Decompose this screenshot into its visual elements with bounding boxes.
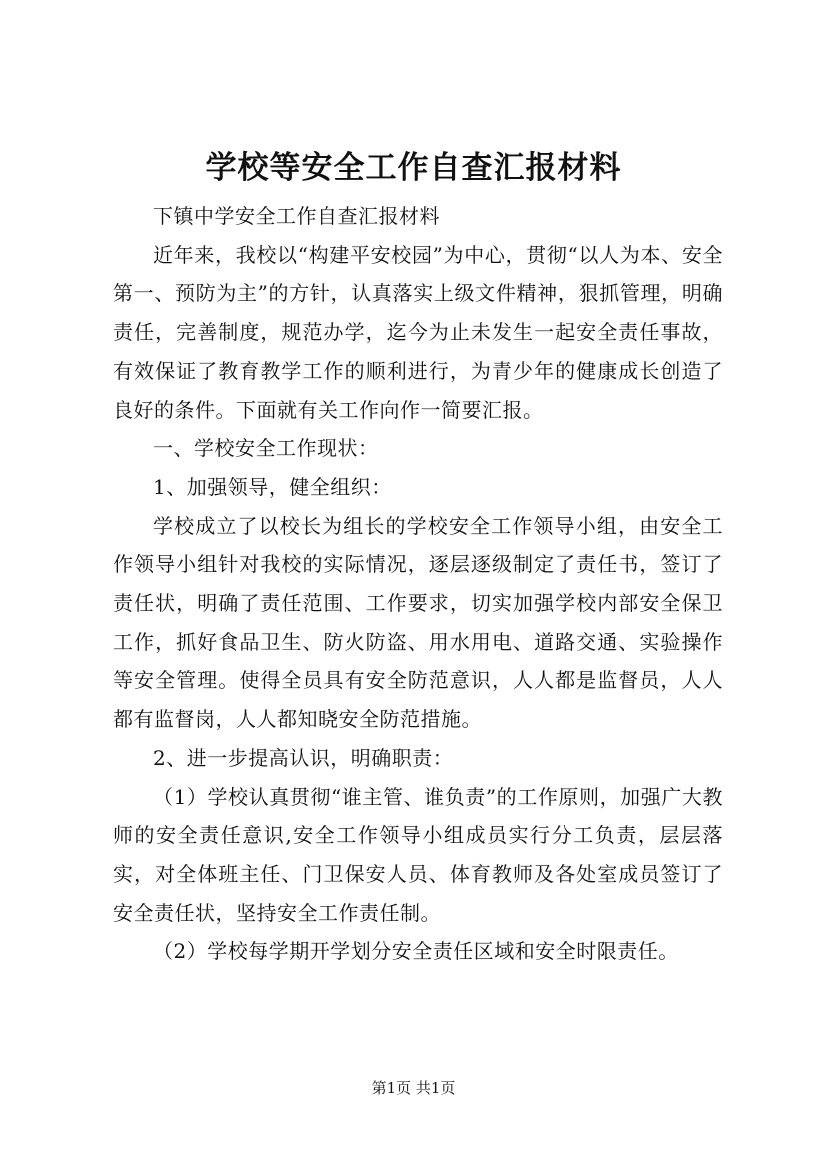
responsibility-paragraph-1: （1）学校认真贯彻“谁主管、谁负责”的工作原则，加强广大教师的安全责任意识,安全工作领导小组成员实行分工负责，层层落实，对全体班主任、门卫保安人员、体育教师及各处室成员签订了安全责任状，坚持安全工作责任制。 — [113, 784, 723, 925]
page-footer: 第1页 共1页 — [371, 1079, 456, 1097]
subsection-heading-2: 2、进一步提高认识，明确职责： — [153, 745, 454, 770]
subsection-heading-1: 1、加强领导，健全组织： — [153, 474, 392, 499]
intro-paragraph: 近年来，我校以“构建平安校园”为中心，贯彻“以人为本、安全第一、预防为主”的方针，认真落实上级文件精神，狠抓管理，明确责任，完善制度，规范办学，迄今为止未发生一起安全责任事故，有效保证了教育教学工作的顺利进行，为青少年的健康成长创造了良好的条件。下面就有关工作向作一简要汇报。 — [113, 242, 723, 422]
responsibility-paragraph-2: （2）学校每学期开学划分安全责任区域和安全时限责任。 — [153, 939, 679, 964]
document-title: 学校等安全工作自查汇报材料 — [205, 150, 622, 186]
section-heading-1: 一、学校安全工作现状： — [153, 436, 379, 461]
subtitle-paragraph: 下镇中学安全工作自查汇报材料 — [153, 204, 440, 228]
organization-paragraph: 学校成立了以校长为组长的学校安全工作领导小组，由安全工作领导小组针对我校的实际情况，逐层逐级制定了责任书，签订了责任状，明确了责任范围、工作要求，切实加强学校内部安全保卫工作，抓好食品卫生、防火防盗、用水用电、道路交通、实验操作等安全管理。使得全员具有安全防范意识，人人都是监督员，人人都有监督岗，人人都知晓安全防范措施。 — [113, 513, 723, 732]
document-body — [113, 197, 723, 971]
